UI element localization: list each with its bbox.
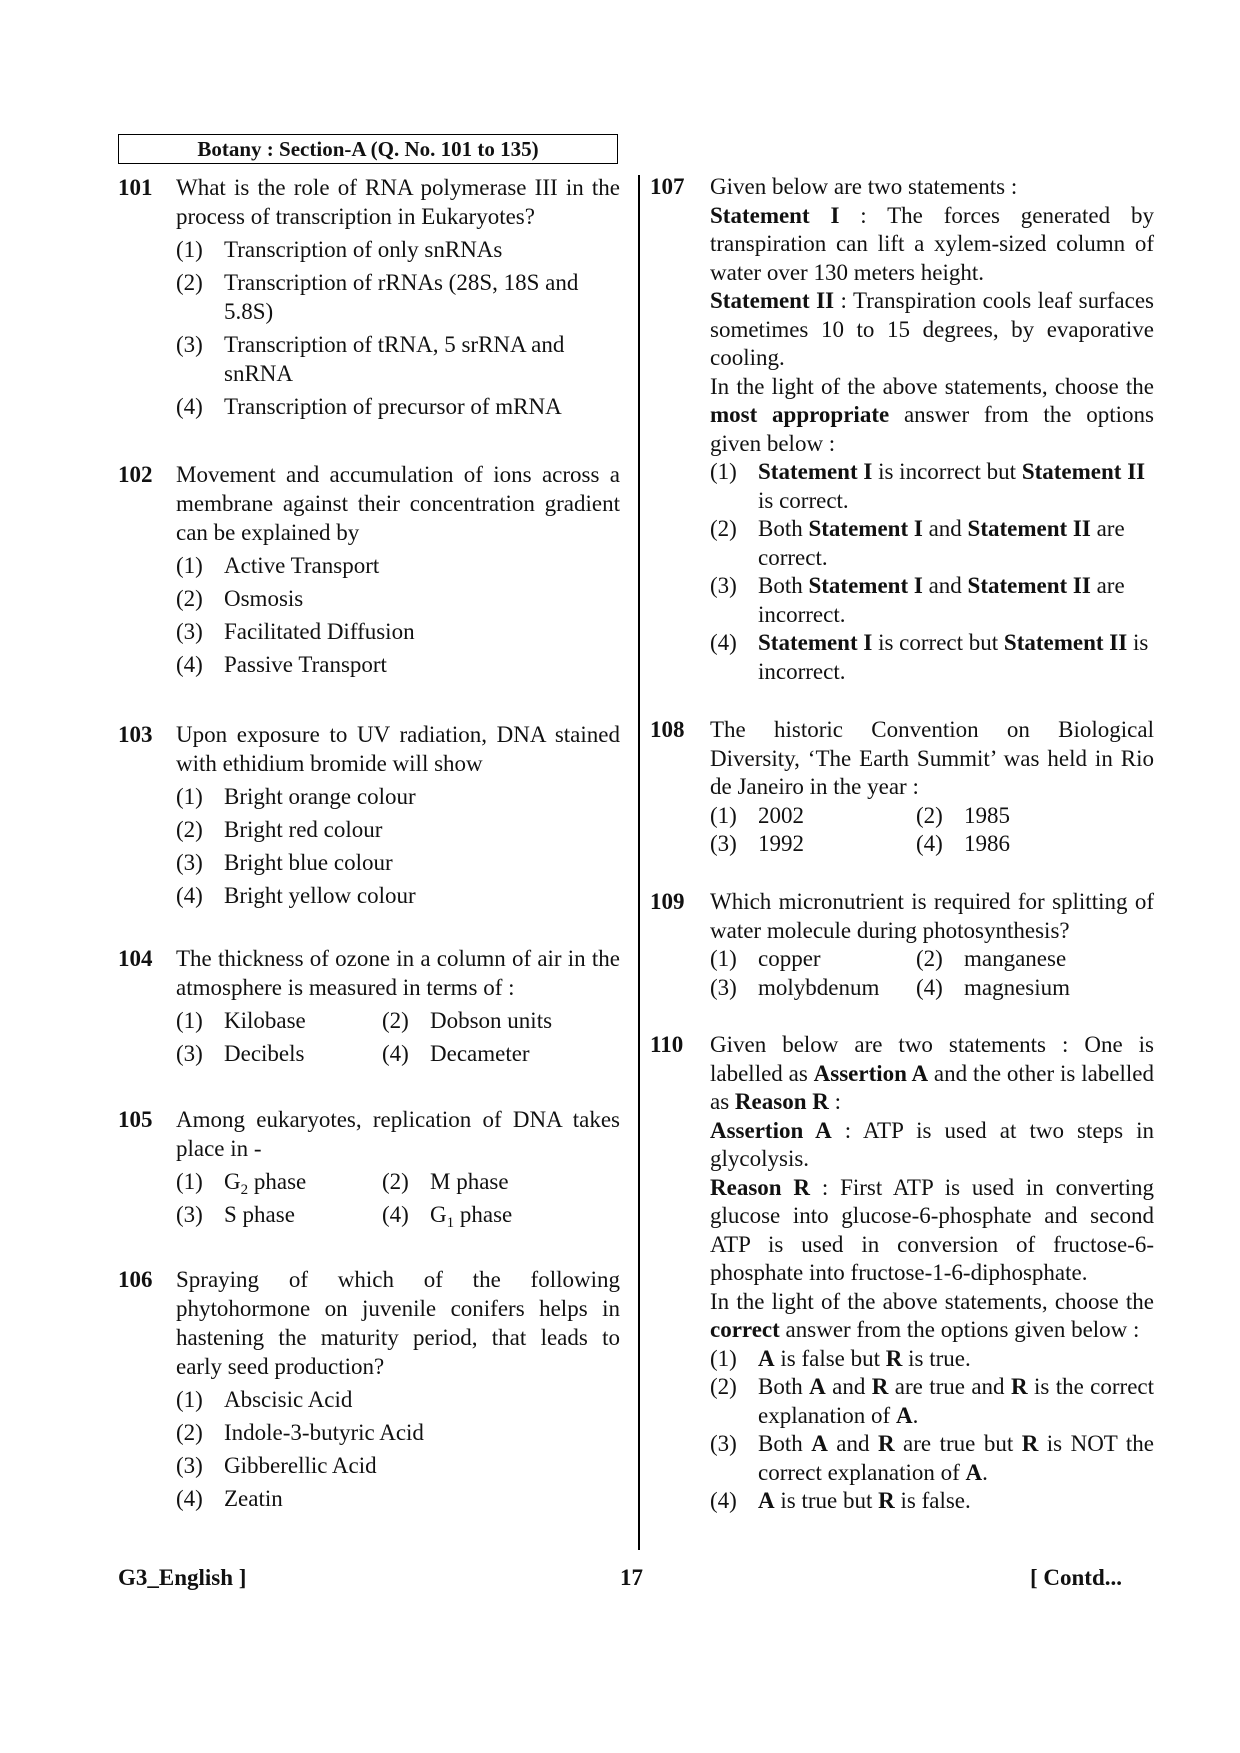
option-1: (1) Active Transport (176, 553, 380, 578)
instruction: In the light of the above statements, choose the correct answer from the options given below : (710, 1288, 1154, 1342)
question-number: 104 (118, 946, 153, 971)
question-text: Spraying of which of the following phytohormone on juvenile conifers helps in hastening the maturity period, that leads to early seed production? (176, 1267, 620, 1379)
question-number: 108 (650, 717, 685, 742)
reason: Reason R : First ATP is used in converting glucose into glucose-6-phosphate and second ATP is used in conversion of fructose-6-phosphate into fructose-1-6-diphosphate. (710, 1174, 1154, 1285)
statement-2: Statement II : Transpiration cools leaf surfaces sometimes 10 to 15 degrees, by evaporative cooling. (710, 288, 1154, 370)
option-4: (4) $G_1$ phase (382, 1202, 513, 1231)
question-number: 101 (118, 175, 153, 200)
page-number: 17 (620, 1565, 643, 1590)
option-4: (4) Zeatin (176, 1486, 283, 1511)
option-3: (3) S phase (176, 1202, 295, 1227)
assertion: Assertion A : ATP is used at two steps in glycolysis. (710, 1117, 1154, 1171)
option-2: (2) manganese (916, 946, 1067, 971)
option-3: (3) Facilitated Diffusion (176, 619, 415, 644)
option-1: (1) 2002 (710, 802, 804, 828)
option-2: (2) Both Statement I and Statement II are correct. (710, 516, 1125, 570)
question-text: Which micronutrient is required for splitting of water molecule during photosynthesis? (710, 889, 1154, 943)
statement-1: Statement I : The forces generated by transpiration can lift a xylem-sized column of water over 130 meters height. (710, 202, 1154, 285)
option-4: (4) Passive Transport (176, 652, 387, 677)
option-4: (4) magnesium (916, 974, 1071, 1000)
option-4: (4) Transcription of precursor of mRNA (176, 394, 562, 419)
option-4: (4) A is true but R is false. (710, 1488, 971, 1513)
option-3: (3) 1992 (710, 831, 804, 856)
column-divider (638, 175, 640, 1550)
option-row (710, 802, 1154, 831)
question-number: 102 (118, 462, 153, 487)
option-2: (2) Both A and R are true and R is the correct explanation of A. (710, 1374, 1155, 1428)
option-3: (3) Both Statement I and Statement II are incorrect. (710, 573, 1125, 627)
option-2: (2) Transcription of rRNAs (28S, 18S and 5.8S) (176, 270, 579, 324)
instruction: In the light of the above statements, choose the most appropriate answer from the options given below : (710, 373, 1154, 456)
option-2: (2) 1985 (916, 802, 1010, 828)
option-2: (2) Bright red colour (176, 817, 383, 842)
option-1: (1) $G_2$ phase (176, 1169, 307, 1198)
option-1: (1) copper (710, 946, 821, 971)
option-1: (1) Bright orange colour (176, 784, 416, 809)
question-number: 103 (118, 722, 153, 747)
question-number: 110 (650, 1032, 684, 1057)
option-row (176, 1006, 620, 1035)
option-2: (2) M phase (382, 1169, 509, 1194)
option-2: (2) Osmosis (176, 586, 304, 611)
question-intro: Given below are two statements : One is labelled as Assertion A and the other is labelled as Reason R : (710, 1032, 1154, 1114)
question-text: The thickness of ozone in a column of air in the atmosphere is measured in terms of : (176, 946, 620, 1000)
option-1: (1) Transcription of only snRNAs (176, 237, 503, 262)
option-1: (1) A is false but R is true. (710, 1345, 971, 1371)
option-row (710, 945, 1154, 974)
option-row (710, 830, 1154, 859)
section-header: Botany : Section-A (Q. No. 101 to 135) (118, 134, 618, 164)
option-row (176, 1200, 620, 1229)
question-intro: Given below are two statements : (710, 174, 1018, 199)
question-number: 107 (650, 174, 685, 199)
option-2: (2) Dobson units (382, 1008, 553, 1033)
question-text: Among eukaryotes, replication of DNA takes place in - (176, 1107, 620, 1161)
question-text: Movement and accumulation of ions across a membrane against their concentration gradient can be explained by (176, 462, 620, 545)
option-4: (4) Decameter (382, 1041, 530, 1066)
question-text: The historic Convention on Biological Diversity, ‘The Earth Summit’ was held in Rio de Janeiro in the year : (710, 717, 1154, 799)
question-text: What is the role of RNA polymerase III in the process of transcription in Eukaryotes? (176, 175, 620, 229)
option-3: (3) Both A and R are true but R is NOT the correct explanation of A. (710, 1431, 1154, 1485)
option-4: (4) Bright yellow colour (176, 883, 416, 908)
question-text: Upon exposure to UV radiation, DNA stained with ethidium bromide will show (176, 722, 620, 776)
footer-code: G3_English ] (118, 1565, 247, 1590)
option-3: (3) molybdenum (710, 974, 880, 1000)
option-4: (4) 1986 (916, 831, 1010, 856)
question-number: 105 (118, 1107, 153, 1132)
option-row (176, 1039, 620, 1068)
footer-contd: [ Contd... (1030, 1565, 1123, 1590)
option-3: (3) Gibberellic Acid (176, 1453, 377, 1478)
option-2: (2) Indole-3-butyric Acid (176, 1420, 424, 1445)
question-number: 106 (118, 1267, 153, 1292)
option-1: (1) Abscisic Acid (176, 1387, 353, 1412)
question-number: 109 (650, 889, 685, 914)
option-row (176, 1167, 620, 1196)
option-3: (3) Transcription of tRNA, 5 srRNA and snRNA (176, 332, 565, 386)
option-3: (3) Decibels (176, 1041, 305, 1066)
option-3: (3) Bright blue colour (176, 850, 393, 875)
option-row (710, 974, 1154, 1003)
option-1: (1) Statement I is incorrect but Statement II is correct. (710, 459, 1146, 513)
option-4: (4) Statement I is correct but Statement II is incorrect. (710, 630, 1149, 684)
option-1: (1) Kilobase (176, 1008, 306, 1033)
